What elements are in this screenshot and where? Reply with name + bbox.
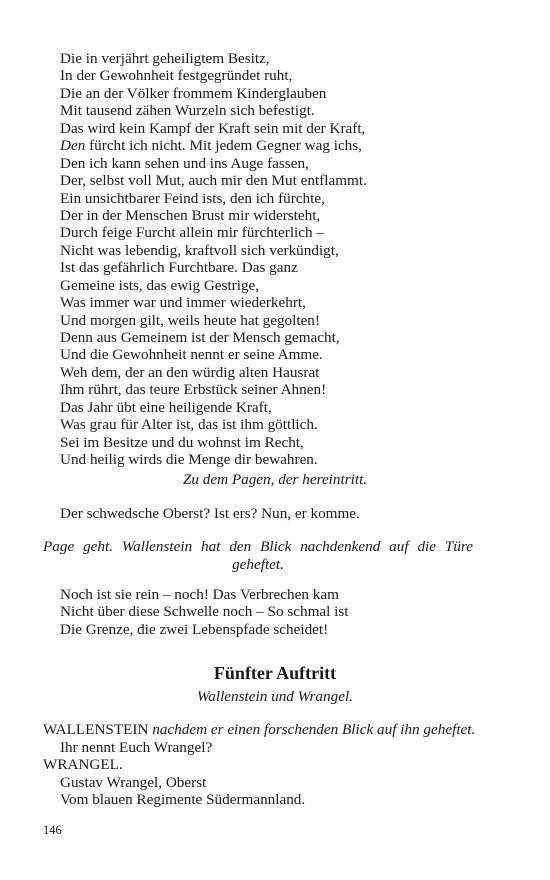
- stage-direction: nachdem er einen forschenden Blick auf ihn geheftet.: [152, 721, 476, 738]
- verse-line: Der in der Menschen Brust mir widersteht,: [60, 206, 321, 224]
- scene-heading: Fünfter Auftritt: [213, 663, 337, 683]
- verse-line: Ist das gefährlich Furchtbare. Das ganz: [60, 259, 298, 277]
- verse-line: Ihm rührt, das teure Erbstück seiner Ahnen!: [60, 381, 327, 399]
- verse-line: Der, selbst voll Mut, auch mir den Mut entflammt.: [60, 172, 367, 190]
- verse-line: Durch feige Furcht allein mir fürchterlich –: [60, 224, 324, 242]
- stage-direction: Page geht. Wallenstein hat den Blick nachdenkend auf die Türe geheftet.: [43, 538, 473, 573]
- verse-line: Die an der Völker frommem Kinderglauben: [60, 84, 327, 102]
- verse-line: Den ich kann sehen und ins Auge fassen,: [60, 154, 309, 172]
- verse-line: Was grau für Alter ist, das ist ihm göttlich.: [60, 416, 318, 434]
- verse-line: Und heilig wirds die Menge dir bewahren.: [60, 451, 318, 469]
- verse-line: Noch ist sie rein – noch! Das Verbrechen kam: [60, 586, 339, 603]
- speaker-name: WALLENSTEIN: [43, 721, 149, 738]
- speech-line: Vom blauen Regimente Südermannland.: [60, 791, 306, 808]
- verse-line: Denn aus Gemeinem ist der Mensch gemacht,: [60, 329, 340, 346]
- verse-line: Und morgen gilt, weils heute hat gegolten!: [60, 311, 320, 329]
- stage-direction: Zu dem Pagen, der hereintritt.: [182, 471, 368, 488]
- verse-line: Sei im Besitze und du wohnst im Recht,: [60, 433, 304, 451]
- verse-line: Die in verjährt geheiligtem Besitz,: [60, 50, 270, 67]
- verse-line: Das Jahr übt eine heiligende Kraft,: [60, 398, 272, 416]
- verse-line: Mit tausend zähen Wurzeln sich befestigt.: [60, 102, 315, 120]
- verse-line: Und die Gewohnheit nennt er seine Amme.: [60, 346, 323, 364]
- verse-line: Das wird kein Kampf der Kraft sein mit der Kraft,: [60, 119, 366, 137]
- page-number: 146: [43, 823, 62, 837]
- verse-line: Der schwedsche Oberst? Ist ers? Nun, er komme.: [60, 505, 360, 522]
- verse-block: [60, 586, 349, 638]
- verse-line: Weh dem, der an den würdig alten Hausrat: [60, 363, 320, 381]
- verse-line: Ein unsichtbarer Feind ists, den ich fürchte,: [60, 189, 325, 207]
- verse-line: Gemeine ists, das ewig Gestrige,: [60, 276, 260, 294]
- emphasized-word: Den: [60, 137, 86, 155]
- verse-line: [60, 137, 367, 154]
- verse-line: In der Gewohnheit festgegründet ruht,: [60, 67, 293, 85]
- speaker-name: WRANGEL.: [43, 756, 123, 773]
- speaker-line: [43, 721, 475, 739]
- speech-line: Gustav Wrangel, Oberst: [60, 773, 207, 791]
- verse-line: Was immer war und immer wiederkehrt,: [60, 294, 306, 312]
- speech-line: Ihr nennt Euch Wrangel?: [60, 738, 213, 756]
- verse-line: Die Grenze, die zwei Lebenspfade scheidet!: [60, 620, 329, 638]
- scene-persons: Wallenstein und Wrangel.: [197, 688, 353, 705]
- verse-block: [60, 50, 367, 469]
- verse-line: Nicht über diese Schwelle noch – So schmal ist: [60, 603, 349, 621]
- verse-line-rest: fürcht ich nicht. Mit jedem Gegner wag ichs,: [89, 137, 362, 155]
- verse-line: Nicht was lebendig, kraftvoll sich verkündigt,: [60, 241, 339, 259]
